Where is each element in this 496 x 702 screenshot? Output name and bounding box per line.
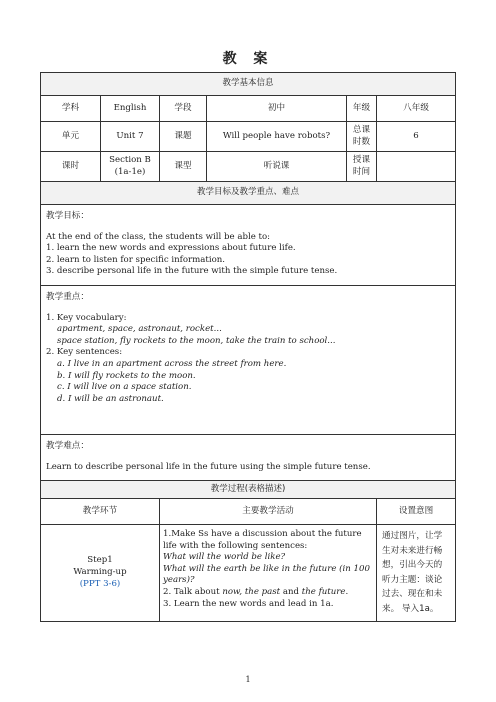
subject-label: 学科 <box>41 96 101 122</box>
lesson-type-label: 课型 <box>160 152 207 182</box>
stage-value: 初中 <box>207 96 347 122</box>
objective-line: 3. describe personal life in the future with the simple future tense. <box>46 266 338 277</box>
key-points-label: 教学重点： <box>46 292 89 302</box>
activity-2 <box>163 587 373 599</box>
subject-value: English <box>101 96 160 122</box>
step1-activities-cell <box>160 525 377 622</box>
period-label: 课时 <box>41 152 101 182</box>
objective-line: 1. learn the new words and expressions about future life. <box>46 243 296 254</box>
activity-1: 1.Make Ss have a discussion about the future life with the following sentences: <box>163 529 362 551</box>
goals-header: 教学目标及教学重点、难点 <box>41 182 456 205</box>
key-points-cell <box>41 286 456 435</box>
info-row-3 <box>41 152 456 182</box>
objective-line: At the end of the class, the students will be able to: <box>46 231 271 242</box>
sentence-line: a. I live in an apartment across the street from here. <box>57 358 287 369</box>
process-column-header <box>41 499 456 525</box>
step1-stage-cell <box>41 525 160 622</box>
activity-2-text: and <box>280 586 302 597</box>
sentences-title: 2. Key sentences: <box>46 347 123 358</box>
info-row-2 <box>41 122 456 152</box>
sentence-line: b. I will fly rockets to the moon. <box>57 370 196 381</box>
step1-row <box>41 525 456 622</box>
discussion-question: What will the world be like? <box>163 552 286 563</box>
column-intent: 设置意图 <box>377 499 456 525</box>
difficulty-text: Learn to describe personal life in the future using the simple future tense. <box>46 461 371 472</box>
column-activities: 主要教学活动 <box>160 499 377 525</box>
step1-stage: Warming-up <box>73 567 127 578</box>
step1-intent: 通过图片，让学生对未来进行畅想，引出今天的听力主题：谈论过去、现在和未来。 导入1a。 <box>377 525 456 622</box>
objective-line: 2. learn to listen for specific information. <box>46 254 226 265</box>
teaching-time-label: 授课时间 <box>347 152 377 182</box>
grade-label: 年级 <box>347 96 377 122</box>
unit-value: Unit 7 <box>101 122 160 152</box>
unit-label: 单元 <box>41 122 101 152</box>
page-title: 教 案 <box>222 51 274 67</box>
topic-label: 课题 <box>160 122 207 152</box>
period-value: Section B (1a-1e) <box>101 152 160 182</box>
sentence-line: c. I will live on a space station. <box>57 382 192 393</box>
objectives-cell <box>41 205 456 286</box>
total-periods-value: 6 <box>377 122 456 152</box>
process-header: 教学过程(表格描述) <box>41 481 456 499</box>
lesson-plan-table <box>40 72 456 622</box>
teaching-time-value <box>377 152 456 182</box>
activity-2-text: 2. Talk about <box>163 586 223 597</box>
objectives-label: 教学目标： <box>46 211 89 221</box>
page-number: 1 <box>245 675 251 684</box>
stage-label: 学段 <box>160 96 207 122</box>
topic-value: Will people have robots? <box>207 122 347 152</box>
activity-3: 3. Learn the new words and lead in 1a. <box>163 598 334 609</box>
step1-ppt-ref: (PPT 3-6) <box>79 578 121 589</box>
basic-info-header: 教学基本信息 <box>41 73 456 96</box>
vocab-title: 1. Key vocabulary: <box>46 312 127 323</box>
activity-2-emphasis: now, the past <box>222 586 281 597</box>
activity-2-emphasis: the future <box>301 586 346 597</box>
difficulty-cell <box>41 435 456 481</box>
vocab-line: apartment, space, astronaut, rocket... <box>57 324 222 335</box>
vocab-line: space station, fly rockets to the moon, take the train to school... <box>57 335 336 346</box>
lesson-type-value: 听说课 <box>207 152 347 182</box>
grade-value: 八年级 <box>377 96 456 122</box>
difficulty-label: 教学难点： <box>46 441 89 451</box>
sentence-line: d. I will be an astronaut. <box>57 393 164 404</box>
info-row-1 <box>41 96 456 122</box>
total-periods-label: 总课时数 <box>347 122 377 152</box>
activity-2-text: . <box>345 586 349 597</box>
discussion-question: What will the earth be like in the future (in 100 years)? <box>163 563 370 586</box>
step1-name: Step1 <box>87 555 113 566</box>
column-stage: 教学环节 <box>41 499 160 525</box>
